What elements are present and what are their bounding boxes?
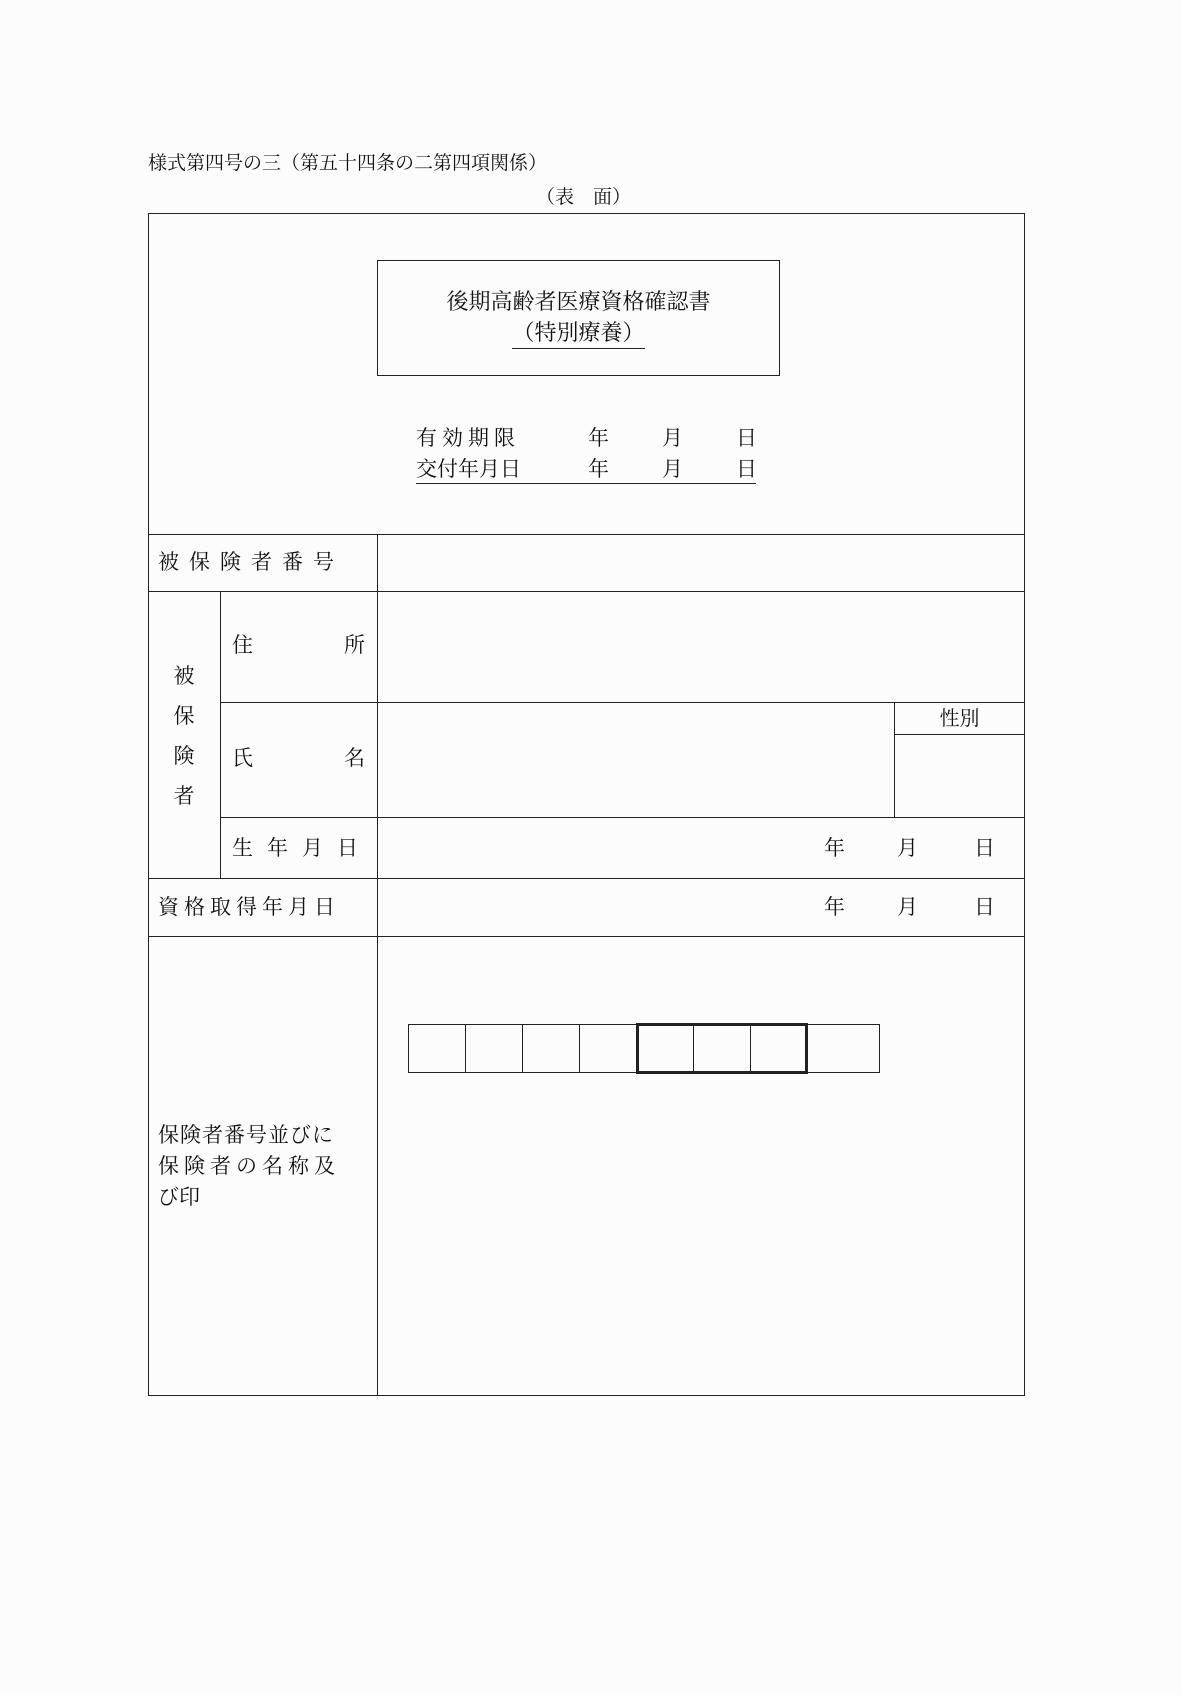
insured-number-field[interactable] — [380, 536, 1023, 589]
insurer-label-line1: 保険者番号並びに — [158, 1123, 334, 1147]
issue-year: 年 — [588, 457, 609, 481]
address-field[interactable] — [380, 593, 1023, 700]
insured-number-label: 被保険者番号 — [158, 550, 344, 574]
address-label-1: 住 — [232, 633, 253, 657]
rule-birth-bottom — [148, 878, 1025, 879]
insured-person-char: 険 — [173, 744, 195, 768]
issue-day: 日 — [736, 457, 757, 481]
form-number: 様式第四号の三（第五十四条の二第四項関係） — [148, 152, 548, 174]
rule-person-column — [220, 591, 221, 878]
document-subtitle: （特別療養） — [512, 321, 644, 349]
birth-month: 月 — [897, 836, 918, 860]
title-box — [377, 260, 780, 376]
name-field[interactable] — [380, 704, 892, 815]
validity-label: 有効期限 — [416, 426, 520, 450]
insurer-number-box-3[interactable] — [522, 1024, 580, 1073]
qualification-day: 日 — [974, 895, 995, 919]
issue-month: 月 — [662, 457, 683, 481]
rule-qualification-bottom — [148, 936, 1025, 937]
qualification-month: 月 — [897, 895, 918, 919]
name-label-2: 名 — [344, 746, 365, 770]
insured-person-char: 保 — [173, 704, 195, 728]
validity-year: 年 — [588, 426, 609, 450]
validity-day: 日 — [736, 426, 757, 450]
insurer-label-line2: 保険者の名称及 — [158, 1154, 340, 1178]
insurer-number-box-8[interactable] — [807, 1024, 880, 1073]
document-title: 後期高齢者医療資格確認書 — [446, 290, 711, 315]
insurer-number-box-1[interactable] — [408, 1024, 466, 1073]
rule-number-bottom — [148, 591, 1025, 592]
document-subtitle-wrap — [377, 323, 780, 345]
insurer-label-line3: び印 — [158, 1185, 200, 1209]
name-label-1: 氏 — [232, 746, 253, 770]
form-side-label: （表 面） — [536, 186, 632, 208]
qualification-year: 年 — [824, 895, 845, 919]
insured-person-char: 者 — [173, 784, 195, 808]
sex-label: 性別 — [939, 706, 980, 730]
birth-day: 日 — [974, 836, 995, 860]
issue-date-underline — [416, 483, 756, 484]
validity-month: 月 — [662, 426, 683, 450]
address-label-2: 所 — [344, 633, 365, 657]
rule-label-column — [377, 534, 378, 1396]
birth-date-label: 生年月日 — [232, 836, 372, 860]
insurer-number-box-4[interactable] — [579, 1024, 637, 1073]
rule-name-bottom — [220, 817, 1025, 818]
qualification-date-label: 資格取得年月日 — [158, 895, 340, 919]
insured-person-char: 被 — [173, 664, 195, 688]
issue-date-label: 交付年月日 — [416, 457, 521, 481]
insurer-number-box-2[interactable] — [465, 1024, 523, 1073]
insurer-number-emphasis — [636, 1023, 808, 1074]
sex-field[interactable] — [896, 736, 1023, 815]
rule-sex-header — [894, 734, 1025, 735]
birth-year: 年 — [824, 836, 845, 860]
insured-person-label — [148, 656, 220, 816]
rule-title-bottom — [148, 534, 1025, 535]
rule-address-bottom — [220, 702, 1025, 703]
